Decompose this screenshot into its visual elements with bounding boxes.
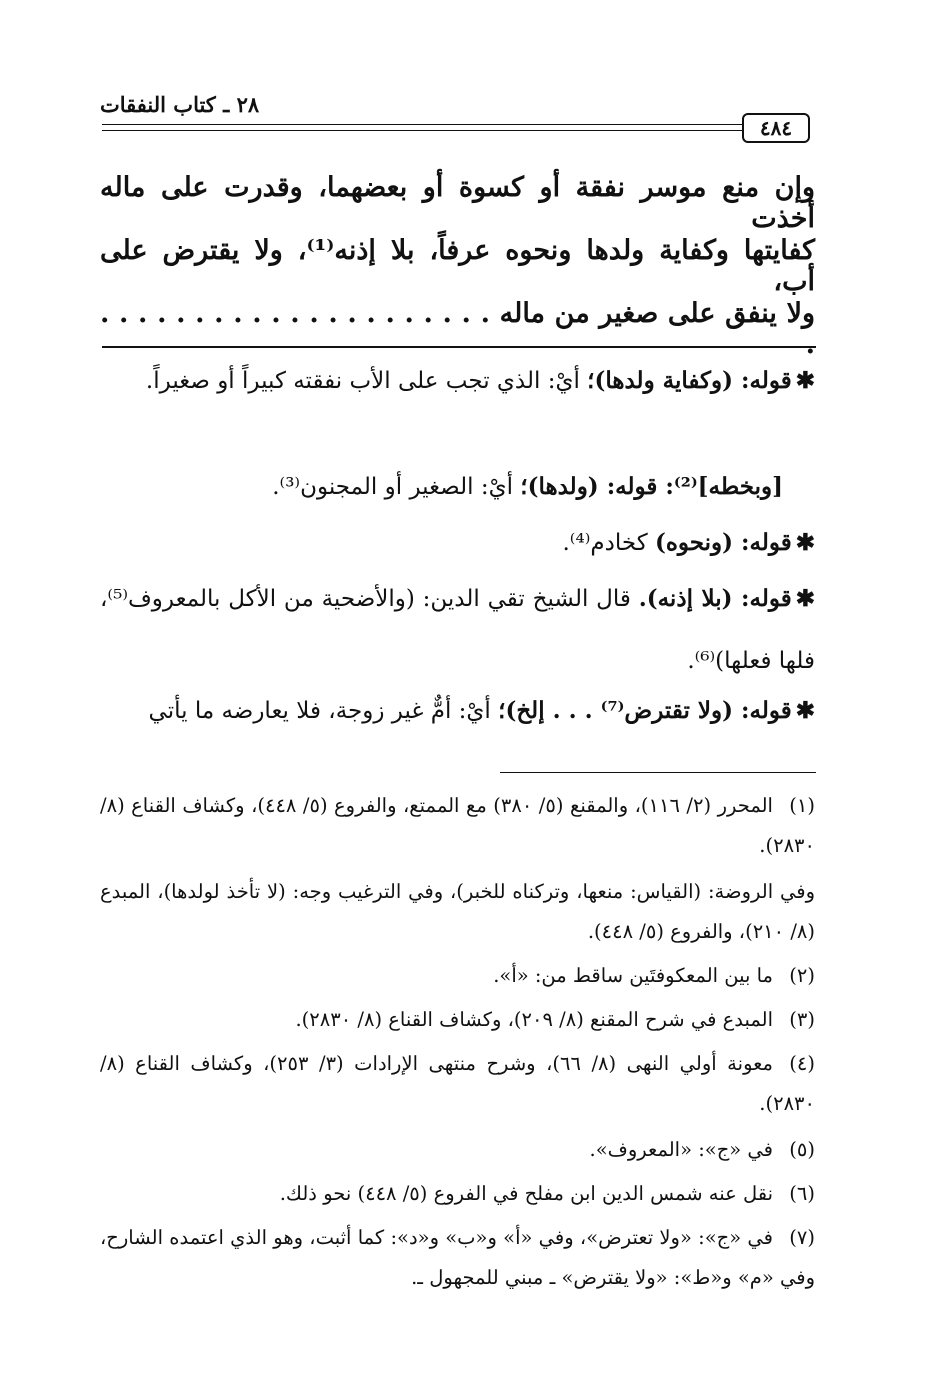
commentary-paragraph (100, 350, 815, 412)
commentary-text: قال الشيخ تقي الدين: (والأضحية من الأكل بالمعروف⁽⁵⁾، فلها فعلها)⁽⁶⁾. (100, 586, 815, 674)
commentary-paragraph (100, 568, 815, 692)
commentary-label: قوله: (ونحوه) (654, 529, 792, 556)
commentary-paragraph (100, 680, 815, 742)
matn-divider (102, 346, 816, 348)
commentary-paragraph (563, 512, 816, 574)
footnote-text: المحرر (٢/ ١١٦)، والمقنع (٥/ ٣٨٠) مع الممتع، والفروع (٥/ ٤٤٨)، وكشاف القناع (٨/ ٢٨٣٠). (100, 794, 815, 857)
footnote-number: (٦) (789, 1182, 815, 1205)
commentary-text: أيْ: الصغير أو المجنون⁽³⁾. (272, 474, 521, 500)
matn-line-1: وإن منع موسر نفقة أو كسوة أو بعضهما، وقدرت على ماله أخذت (100, 172, 815, 234)
commentary-label: قوله: (وكفاية ولدها)؛ (587, 367, 792, 394)
footnote-text: نقل عنه شمس الدين ابن مفلح في الفروع (٥/ ٤٤٨) نحو ذلك. (279, 1182, 773, 1205)
commentary-label: [وبخطه]⁽²⁾: قوله: (ولدها)؛ (520, 473, 783, 500)
footnote-number: (١) (789, 794, 815, 817)
footnote (100, 786, 815, 866)
commentary-text: أيْ: أمٌّ غير زوجة، فلا يعارضه ما يأتي (148, 698, 499, 724)
footnote (100, 1044, 815, 1124)
matn-line-2: كفايتها وكفاية ولدها ونحوه عرفاً، بلا إذنه⁽¹⁾، ولا يقترض على أب، (100, 235, 815, 297)
footnote (100, 1000, 815, 1040)
commentary-text: كخادم⁽⁴⁾. (562, 530, 655, 556)
footnote-continuation (100, 872, 815, 952)
footnote-divider (500, 772, 816, 773)
footnote-number: (٢) (789, 964, 815, 987)
footnote-text: في «ج»: «ولا تعترض»، وفي «أ» و«ب» و«د»: كما أثبت، وهو الذي اعتمده الشارح، وفي «م» و«ط»: «ولا يقترض» ـ مبني للمجهول ـ. (100, 1226, 815, 1289)
matn-dots: . . . . . . . . . . . . . . . . . . . . . . (100, 298, 815, 360)
footnote-number: (٥) (789, 1138, 815, 1161)
commentary-paragraph (272, 456, 783, 518)
asterisk-icon: ✱ (795, 529, 815, 556)
page-number: ٤٨٤ (742, 113, 810, 143)
asterisk-icon: ✱ (795, 697, 815, 724)
commentary-label: قوله: (بلا إذنه). (638, 585, 792, 612)
footnote-text: في «ج»: «المعروف». (589, 1138, 773, 1161)
footnote-number: (٤) (789, 1052, 815, 1075)
footnote-number: (٣) (789, 1008, 815, 1031)
commentary-text: أيْ: الذي تجب على الأب نفقته كبيراً أو صغيراً. (145, 368, 588, 394)
header-rule (102, 124, 742, 125)
footnote-text: ما بين المعكوفتَين ساقط من: «أ». (493, 964, 773, 987)
footnote (100, 956, 815, 996)
footnote-text: وفي الروضة: (القياس: منعها، وتركناه للخبر)، وفي الترغيب وجه: (لا تأخذ لولدها)، المبدع (٨/ ٢١٠)، والفروع (٥/ ٤٤٨). (100, 880, 815, 943)
footnote-number: (٧) (789, 1226, 815, 1249)
commentary-label: قوله: (ولا تقترض⁽⁷⁾ . . . إلخ)؛ (498, 697, 792, 724)
footnote (100, 1174, 815, 1214)
matn-line-3-text: ولا ينفق على صغير من ماله (499, 298, 816, 329)
asterisk-icon: ✱ (795, 367, 815, 394)
running-title: ٢٨ ـ كتاب النفقات (100, 92, 260, 117)
footnote (100, 1218, 815, 1298)
asterisk-icon: ✱ (795, 585, 815, 612)
footnote (100, 1130, 815, 1170)
header-rule-secondary (102, 130, 742, 131)
footnote-text: المبدع في شرح المقنع (٨/ ٢٠٩)، وكشاف القناع (٨/ ٢٨٣٠). (295, 1008, 773, 1031)
footnote-text: معونة أولي النهى (٨/ ٦٦)، وشرح منتهى الإرادات (٣/ ٢٥٣)، وكشاف القناع (٨/ ٢٨٣٠). (100, 1052, 815, 1115)
